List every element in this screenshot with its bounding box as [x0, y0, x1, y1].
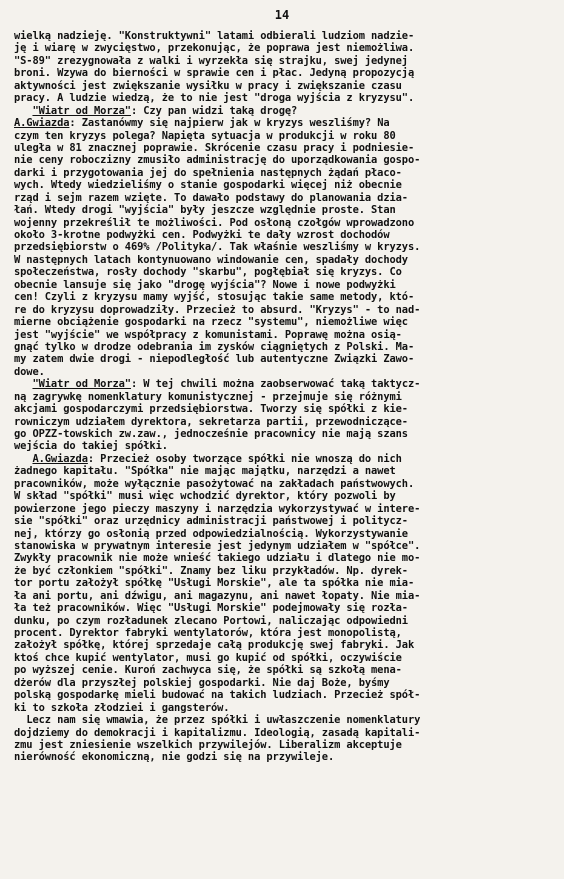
line-text: W skład "spółki" musi więc wchodzić dyrektor, który pozwoli by [14, 490, 396, 503]
text-line [14, 540, 554, 552]
speaker-label: A.Gwiazda [14, 117, 70, 130]
article-text [14, 30, 554, 764]
text-line [14, 130, 554, 142]
text-line [14, 329, 554, 341]
text-line [14, 366, 554, 378]
text-line [14, 428, 554, 440]
text-line [14, 229, 554, 241]
line-text: wojenny przekreślił te możliwości. Pod osłoną czołgów wprowadzono [14, 216, 415, 229]
page-number: 14 [274, 8, 290, 22]
line-text: polską gospodarkę mieli budować na takich ludziach. Przecież spół- [14, 689, 421, 702]
line-text: dojdziemy do demokracji i kapitalizmu. Ideologią, zasadą kapitali- [14, 726, 421, 739]
line-text: akcjami gospodarczymi przedsiębiorstwa. Tworzy się spółki z kie- [14, 403, 408, 416]
text-line [14, 179, 554, 191]
text-line [14, 403, 554, 415]
line-text: nierówność ekonomiczną, nie godzi się na przywileje. [14, 751, 335, 764]
text-line [14, 664, 554, 676]
line-text: wych. Wtedy wiedzieliśmy o stanie gospodarki więcej niż obecnie [14, 179, 402, 192]
line-text: jest "wyjście" we współpracy z komunistami. Poprawę można osią- [14, 328, 402, 341]
speaker-label: "Wiatr od Morza" [32, 378, 131, 391]
text-line [14, 503, 554, 515]
text-line [14, 30, 554, 42]
line-text: stanowiska w prywatnym interesie jest jedynym udziałem w "spółce". [14, 539, 421, 552]
text-line [14, 639, 554, 651]
text-line [14, 440, 554, 452]
text-line [14, 55, 554, 67]
text-line [14, 192, 554, 204]
text-line [14, 154, 554, 166]
text-line [14, 702, 554, 714]
text-line [14, 304, 554, 316]
line-text: dowe. [14, 365, 45, 378]
line-text: ję i wiarę w zwycięstwo, przekonując, że poprawa jest niemożliwa. [14, 42, 415, 55]
line-text: "S-89" zrezygnowała z walki i wyrzekła się strajku, swej jedynej [14, 54, 408, 67]
line-text: przedsiębiorstw o 469% /Polityka/. Tak właśnie weszliśmy w kryzys. [14, 241, 421, 254]
text-line [14, 241, 554, 253]
text-line [14, 117, 554, 129]
text-line [14, 490, 554, 502]
text-line [14, 204, 554, 216]
text-line [14, 92, 554, 104]
line-text: aktywności jest zwiększanie wysiłku w pracy i zwiększanie czasu [14, 79, 402, 92]
line-text: cen! Czyli z kryzysu mamy wyjść, stosując takie same metody, któ- [14, 291, 415, 304]
line-text: żadnego kapitału. "Spółka" nie mając majątku, narzędzi a nawet [14, 465, 396, 478]
text-line [14, 515, 554, 527]
line-text: dunku, po czym rozładunek zlecano Portowi, naliczając odpowiedni [14, 614, 408, 627]
line-text: go OPZZ-towskich zw.zaw., jednocześnie pracownicy nie mają szans [14, 428, 408, 440]
line-text: społeczeństwa, rosły dochody "skarbu", pogłębiał się kryzys. Co [14, 266, 402, 279]
text-line [14, 478, 554, 490]
text-line [14, 565, 554, 577]
text-line [14, 105, 554, 117]
line-text: ki to szkoła złodziei i gangsterów. [14, 701, 230, 714]
line-text: uległa w 81 znacznej poprawie. Skrócenie czasu pracy i podniesie- [14, 141, 415, 154]
line-text: : W tej chwili można zaobserwować taką taktycz- [130, 378, 421, 391]
line-text: procent. Dyrektor fabryki wentylatorów, która jest monopolistą, [14, 627, 402, 639]
line-indent [14, 714, 26, 726]
text-line [14, 167, 554, 179]
line-text: : Czy pan widzi taką drogę? [130, 104, 298, 117]
text-line [14, 279, 554, 291]
text-line [14, 266, 554, 278]
line-indent [14, 378, 32, 390]
text-line [14, 689, 554, 701]
line-text: pracowników, może wyłącznie pasożytować na zakładach państwowych. [14, 477, 415, 490]
line-text: założył spółkę, której sprzedaje całą produkcję swej fabryki. Jak [14, 639, 415, 652]
text-line [14, 652, 554, 664]
text-line [14, 714, 554, 726]
line-text: łań. Wtedy drogi "wyjścia" były jeszcze względnie proste. Stan [14, 204, 396, 217]
line-text: rząd i sejm razem wzięte. To dawało podstawy do planowania dzia- [14, 191, 408, 204]
line-indent [14, 453, 32, 465]
line-text: nie ceny roboczizny zmusiło administrację do uporządkowania gospo- [14, 154, 421, 167]
line-text: : Przecież osoby tworzące spółki nie wnoszą do nich [87, 452, 402, 465]
line-text: czym ten kryzys polega? Napięta sytuacja w produkcji w roku 80 [14, 129, 396, 142]
text-line [14, 590, 554, 602]
text-line [14, 254, 554, 266]
line-text: ktoś chce kupić wentylator, musi go kupić od spółki, oczywiście [14, 651, 402, 664]
line-text: wielką nadzieję. "Konstruktywni" latami odbierali ludziom nadzie- [14, 30, 415, 42]
line-text: obecnie lansuje się jako "drogę wyjścia"? Nowe i nowe podwyżki [14, 278, 396, 291]
line-text: pracy. A ludzie wiedzą, że to nie jest "droga wyjścia z kryzysu". [14, 92, 415, 105]
line-text: W następnych latach kontynuowano windowanie cen, spadały dochody [14, 253, 408, 266]
speaker-label: "Wiatr od Morza" [32, 104, 131, 117]
line-text: darki i przygotowania jej do spełnienia następnych żądań płaco- [14, 166, 402, 179]
line-text: że być członkiem "spółki". Znamy bez liku przykładów. Np. dyrek- [14, 564, 408, 577]
line-text: ną zagrywkę nomenklatury komunistycznej - przejmuje się różnymi [14, 390, 402, 403]
text-line [14, 217, 554, 229]
text-line [14, 465, 554, 477]
line-text: broni. Wzywa do bierności w sprawie cen i płac. Jedyną propozycją [14, 67, 415, 80]
text-line [14, 739, 554, 751]
line-text: mierne obciążenie gospodarki na rzecz "systemu", niemożliwe więc [14, 316, 408, 329]
text-line [14, 291, 554, 303]
text-line [14, 316, 554, 328]
text-line [14, 528, 554, 540]
line-indent [14, 105, 32, 117]
text-line [14, 677, 554, 689]
text-line [14, 391, 554, 403]
text-line [14, 453, 554, 465]
line-text: : Zastanówmy się najpierw jak w kryzys weszliśmy? Na [69, 117, 390, 130]
line-text: nej, którzy go osłonią przed odpowiedzialnością. Wykorzystywanie [14, 527, 408, 540]
text-line [14, 67, 554, 79]
line-text: gnąć tylko w drodze odebrania im zysków ciągniętych z Polski. Ma- [14, 340, 415, 353]
line-text: po wyższej cenie. Kuroń zachwyca się, że spółki są szkołą mena- [14, 664, 402, 677]
text-line [14, 615, 554, 627]
text-line [14, 627, 554, 639]
line-text: powierzone jego pieczy maszyny i narzędzia wykorzystywać w intere- [14, 502, 421, 515]
line-text: sie "spółki" oraz urzędnicy administracji państwowej i politycz- [14, 515, 408, 528]
line-text: wejścia do takiej spółki. [14, 440, 168, 453]
line-text: tor portu założył spółkę "Usługi Morskie", ale ta spółka nie mia- [14, 577, 415, 590]
text-line [14, 751, 554, 763]
line-text: około 3-krotne podwyżki cen. Podwyżki te dały wzrost dochodów [14, 229, 390, 241]
line-text: re do kryzysu doprowadziły. Przecież to absurd. "Kryzys" - to nad- [14, 303, 421, 316]
text-line [14, 577, 554, 589]
line-text: ła też pracowników. Więc "Usługi Morskie" podejmowały się rozła- [14, 602, 408, 615]
line-text: Lecz nam się wmawia, że przez spółki i uwłaszczenie nomenklatury [26, 714, 421, 727]
text-line [14, 378, 554, 390]
line-text: zmu jest zniesienie wszelkich przywilejów. Liberalizm akceptuje [14, 738, 402, 751]
line-text: my zatem dwie drogi - niepodległość lub autentyczne Związki Zawo- [14, 353, 415, 366]
line-text: Zwykły pracownik nie może wnieść takiego udziału i dlatego nie mo- [14, 552, 421, 565]
text-line [14, 142, 554, 154]
line-text: ła ani portu, ani dźwigu, ani magazynu, ani nawet łopaty. Nie mia- [14, 589, 421, 602]
speaker-label: A.Gwiazda [32, 452, 88, 465]
text-line [14, 602, 554, 614]
text-line [14, 552, 554, 564]
text-line [14, 727, 554, 739]
line-text: rowniczym udziałem dyrektora, sekretarza partii, przewodniczące- [14, 415, 408, 428]
text-line [14, 80, 554, 92]
text-line [14, 416, 554, 428]
text-line [14, 353, 554, 365]
text-line [14, 42, 554, 54]
line-text: dżerów dla przyszłej polskiej gospodarki. Nie daj Boże, byśmy [14, 676, 390, 689]
text-line [14, 341, 554, 353]
